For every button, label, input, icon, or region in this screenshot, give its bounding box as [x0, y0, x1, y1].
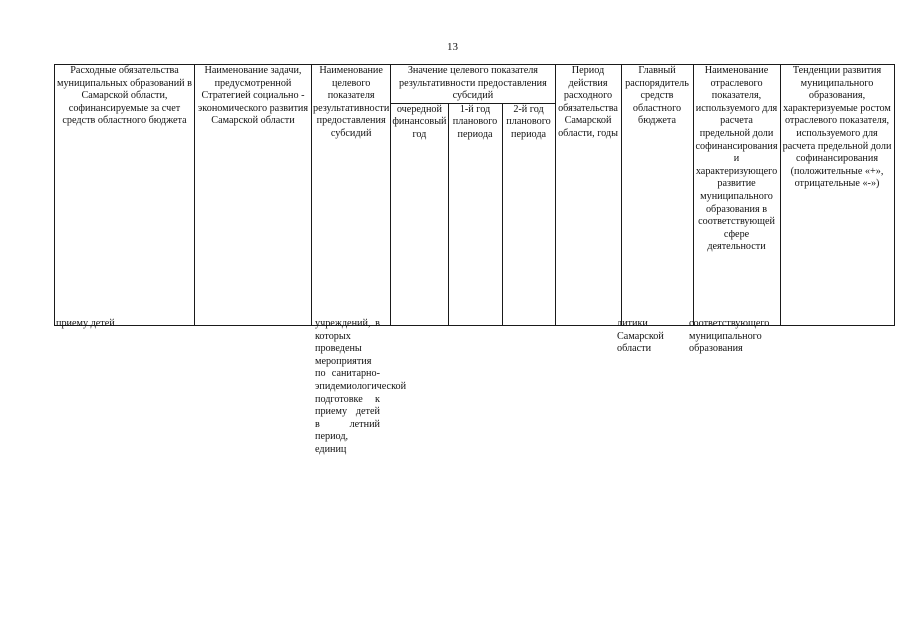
header-development-trends: Тенденции развития муниципального образования, характеризуемые ростом отраслевого показателя, используемого для расчета предельной доли софинансирования (положительные «+», отрицательные «-»)	[780, 65, 894, 326]
header-expense-obligations: Расходные обязательства муниципальных образований в Самарской области, софинансируемые за счет средств областного бюджета	[55, 65, 195, 326]
header-target-indicator-name: Наименование целевого показателя результативности предоставления субсидий	[312, 65, 391, 326]
header-target-indicator-value: Значение целевого показателя результативности предоставления субсидий	[391, 65, 555, 104]
row-indicator-name-continued: учреждений, в которых проведены мероприятия по санитарно-эпидемиологической подготовке к приему детей в летний период, единиц	[315, 318, 407, 455]
subsidy-table	[54, 64, 895, 326]
header-chief-manager: Главный распорядитель средств областного бюджета	[621, 65, 693, 326]
row-sector-indicator-continued: соответствующего муниципального образования	[689, 318, 770, 355]
row-chief-manager-continued: литики Самарской области	[617, 318, 664, 355]
header-strategy-task: Наименование задачи, предусмотренной Стратегией социально - экономического развития Самарской области	[195, 65, 312, 326]
header-planning-year-1: 1-й год планового периода	[448, 103, 502, 325]
row-expense-obligation-continued: приему детей	[56, 318, 115, 329]
header-planning-year-2: 2-й год планового периода	[502, 103, 555, 325]
header-sector-indicator: Наименование отраслевого показателя, используемого для расчета предельной доли софинансирования и характеризующего развитие муниципального образования в соответствующей сфере деятельности	[693, 65, 780, 326]
header-obligation-period: Период действия расходного обязательства Самарской области, годы	[555, 65, 621, 326]
page-number: 13	[447, 41, 458, 53]
header-next-fiscal-year: очередной финансовый год	[391, 103, 448, 325]
